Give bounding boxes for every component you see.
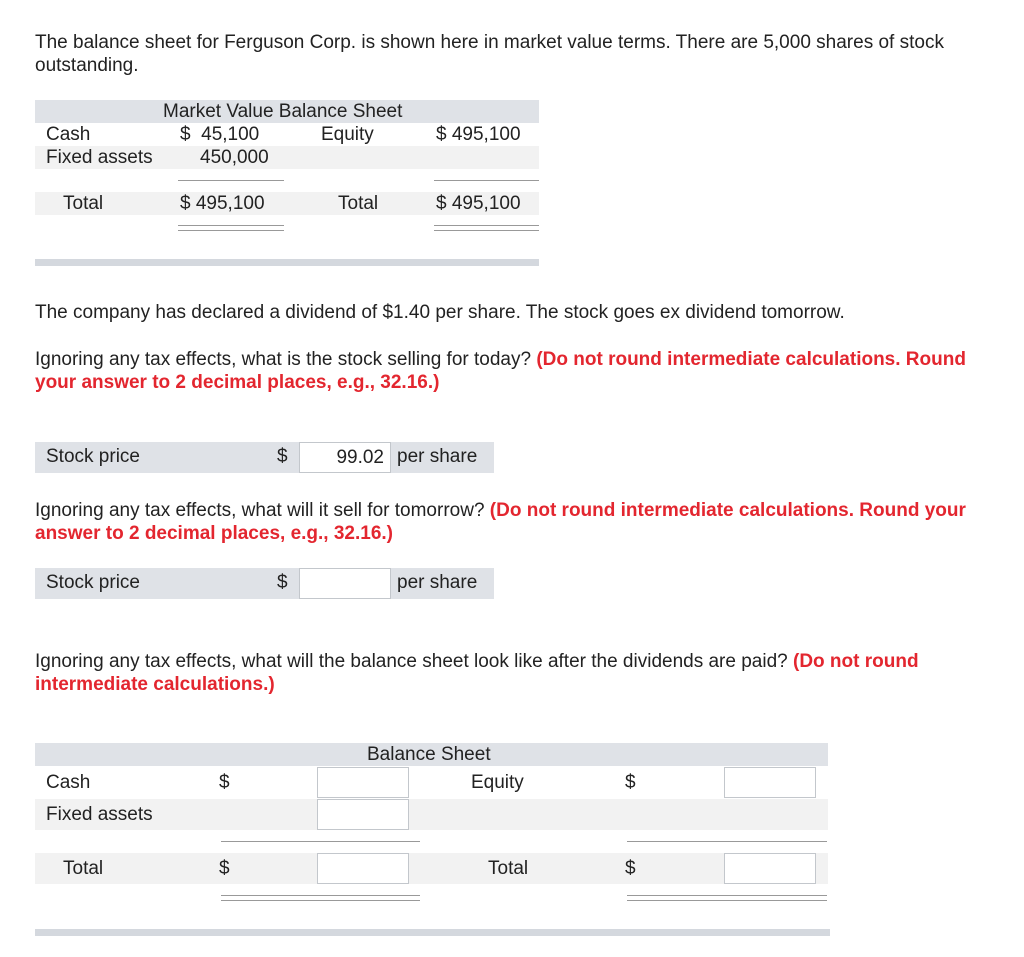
fixed-assets-value: 450,000: [200, 147, 269, 168]
stock-price-label: Stock price: [46, 572, 140, 593]
cash-input[interactable]: [317, 767, 409, 798]
total-right-label: Total: [338, 193, 379, 214]
stock-price-label: Stock price: [46, 446, 140, 467]
cash-label: Cash: [46, 772, 91, 793]
total-assets-value: $ 495,100: [180, 193, 265, 214]
dollar-sign: $: [277, 446, 288, 467]
question-2: [35, 499, 990, 545]
question-3-instruction: (Do not round intermediate calculations.): [35, 651, 919, 695]
intro-text: The balance sheet for Ferguson Corp. is shown here in market value terms. There are 5,000 shares of stock outstanding.: [35, 32, 944, 76]
per-share-label: per share: [397, 572, 478, 593]
table-title: Balance Sheet: [367, 744, 491, 765]
dollar-sign: $: [219, 772, 230, 793]
table-footer-bar: [35, 259, 539, 266]
subtotal-rule: [434, 180, 539, 181]
question-3-text: Ignoring any tax effects, what will the balance sheet look like after the dividends are paid?: [35, 651, 788, 672]
question-3: [35, 650, 990, 696]
equity-value: $ 495,100: [436, 124, 521, 145]
question-2-text: Ignoring any tax effects, what will it sell for tomorrow?: [35, 500, 485, 521]
question-2-instruction: (Do not round intermediate calculations. Round your answer to 2 decimal places, e.g., 32.16.): [35, 500, 966, 544]
dollar-sign: $: [277, 572, 288, 593]
total-double-rule: [221, 895, 420, 901]
total-label: Total: [63, 193, 104, 214]
stock-price-today-input[interactable]: 99.02: [299, 442, 391, 473]
dollar-sign: $: [219, 858, 230, 879]
question-1-text: Ignoring any tax effects, what is the stock selling for today?: [35, 349, 532, 370]
table-title: Market Value Balance Sheet: [163, 101, 403, 122]
equity-label: Equity: [471, 772, 524, 793]
total-right-label: Total: [488, 858, 529, 879]
question-1: [35, 348, 990, 394]
total-label: Total: [63, 858, 104, 879]
fixed-assets-label: Fixed assets: [46, 147, 153, 168]
equity-label: Equity: [321, 124, 374, 145]
question-1-instruction: (Do not round intermediate calculations. Round your answer to 2 decimal places, e.g., 32.16.): [35, 349, 966, 393]
subtotal-rule: [178, 180, 284, 181]
row-band: [35, 799, 828, 830]
subtotal-rule: [627, 841, 827, 842]
fixed-assets-input[interactable]: [317, 799, 409, 830]
total-row-band: [35, 853, 828, 884]
fixed-assets-label: Fixed assets: [46, 804, 153, 825]
subtotal-rule: [221, 841, 420, 842]
total-double-rule: [627, 895, 827, 901]
total-double-rule: [434, 225, 539, 231]
stock-price-tomorrow-input[interactable]: [299, 568, 391, 599]
cash-label: Cash: [46, 124, 91, 145]
total-equity-value: $ 495,100: [436, 193, 521, 214]
table-footer-bar: [35, 929, 830, 936]
total-assets-input[interactable]: [317, 853, 409, 884]
equity-input[interactable]: [724, 767, 816, 798]
total-equity-input[interactable]: [724, 853, 816, 884]
total-double-rule: [178, 225, 284, 231]
dollar-sign: $: [625, 858, 636, 879]
per-share-label: per share: [397, 446, 478, 467]
dollar-sign: $: [625, 772, 636, 793]
cash-value: $ 45,100: [180, 124, 260, 145]
dividend-text: The company has declared a dividend of $1.40 per share. The stock goes ex dividend tomorrow.: [35, 302, 845, 323]
